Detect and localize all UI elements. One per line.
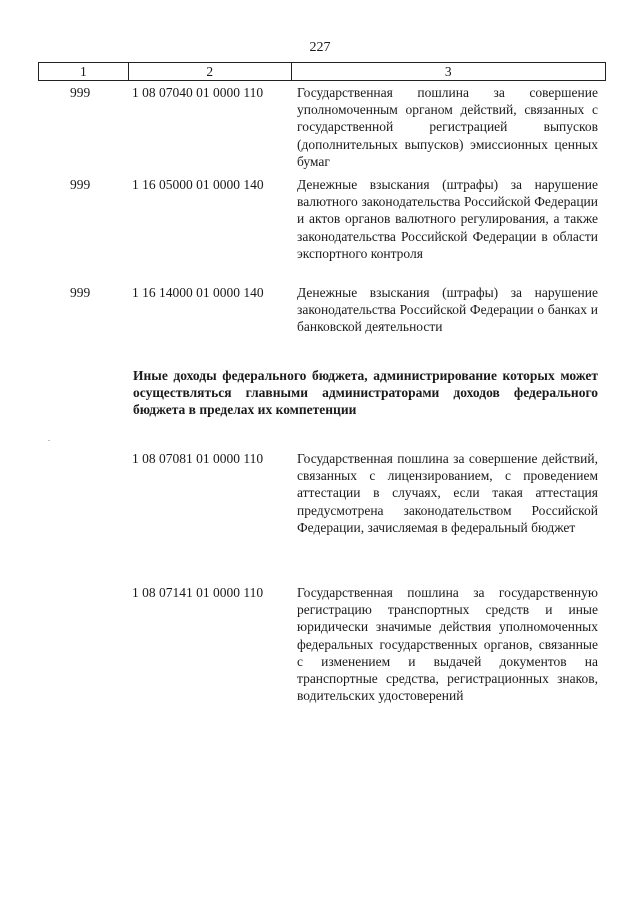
page-number: 227: [309, 40, 331, 55]
header-col-1: 1: [39, 63, 129, 81]
revenue-code: 1 08 07141 01 0000 110: [132, 585, 264, 600]
admin-code: 999: [70, 85, 91, 100]
revenue-code: 1 16 05000 01 0000 140: [132, 177, 264, 192]
admin-code: 999: [70, 177, 91, 192]
revenue-description: Денежные взыскания (штрафы) за нарушение валютного законодательства Российской Федерации и актов органов валютного регулирования, а также законодательства Российской Федерации в области экспортного контроля: [297, 177, 598, 261]
revenue-description: Государственная пошлина за государственную регистрацию транспортных средств и иные юридически значимые действия уполномоченных федеральных государственных органов, связанные с изменением и выдачей документов на транспортные средства, регистрационных знаков, водительских удостоверений: [297, 585, 598, 704]
section-heading: Иные доходы федерального бюджета, администрирование которых может осуществляться главными администраторами доходов федерального бюджета в пределах их компетенции: [133, 368, 598, 418]
revenue-code: 1 08 07040 01 0000 110: [132, 85, 264, 100]
revenue-code: 1 08 07081 01 0000 110: [132, 451, 264, 466]
margin-mark: .: [48, 434, 50, 443]
revenue-code: 1 16 14000 01 0000 140: [132, 285, 264, 300]
header-col-3: 3: [291, 63, 605, 81]
header-col-2: 2: [128, 63, 291, 81]
admin-code: 999: [70, 285, 91, 300]
revenue-description: Денежные взыскания (штрафы) за нарушение законодательства Российской Федерации о банках и банковской деятельности: [297, 285, 598, 335]
table-header: [38, 62, 606, 81]
revenue-description: Государственная пошлина за совершение действий, связанных с лицензированием, с проведением аттестации в случаях, если такая аттестация предусмотрена законодательством Российской Федерации, зачисляемая в федеральный бюджет: [297, 451, 598, 535]
revenue-description: Государственная пошлина за совершение уполномоченным органом действий, связанных с государственной регистрацией выпусков (дополнительных выпусков) эмиссионных ценных бумаг: [297, 85, 598, 169]
